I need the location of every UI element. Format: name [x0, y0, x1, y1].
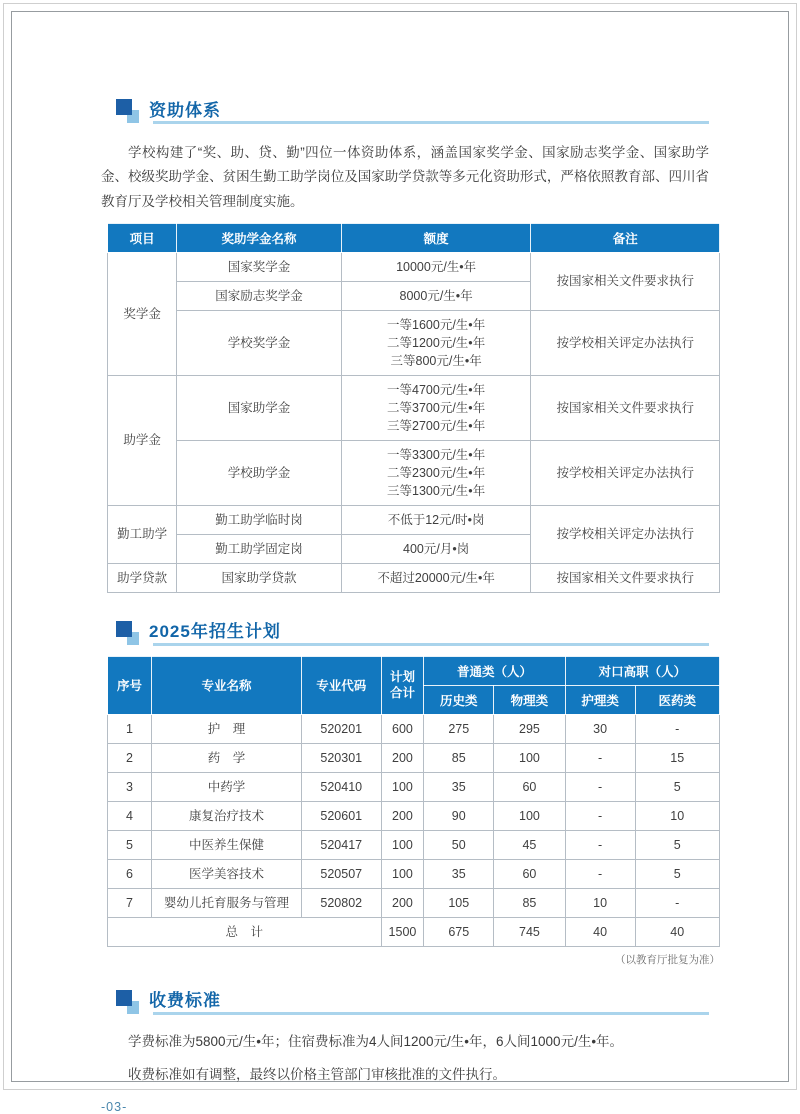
- aid-name-cell: 国家励志奖学金: [177, 281, 342, 310]
- funding-section-header: [116, 97, 709, 124]
- col-header-plan-total: [381, 656, 424, 714]
- plan-cell-major: 药 学: [152, 743, 302, 772]
- plan-cell-physics: 45: [494, 830, 566, 859]
- plan-cell-major: 婴幼儿托育服务与管理: [152, 888, 302, 917]
- plan-cell-total: 200: [381, 888, 424, 917]
- aid-amount-cell: 10000元/生•年: [341, 252, 531, 281]
- plan-cell-no: 7: [108, 888, 152, 917]
- section-enrollment-plan: [101, 619, 720, 967]
- col-header-general-group: 普通类（人）: [424, 656, 565, 685]
- aid-amount-cell: 不超过20000元/生•年: [341, 563, 531, 592]
- plan-cell-no: 4: [108, 801, 152, 830]
- plan-cell-history: 90: [424, 801, 494, 830]
- amount-line: 三等1300元/生•年: [387, 483, 486, 498]
- aid-row: [108, 440, 720, 505]
- aid-name-cell: 国家助学金: [177, 375, 342, 440]
- dark-square-icon: [116, 99, 132, 115]
- plan-cell-history: 50: [424, 830, 494, 859]
- aid-row: [108, 563, 720, 592]
- plan-total-physics: 745: [494, 917, 566, 946]
- amount-line: 一等4700元/生•年: [387, 382, 486, 397]
- plan-cell-major: 中医养生保健: [152, 830, 302, 859]
- aid-row: [108, 252, 720, 281]
- col-header-code: 专业代码: [302, 656, 382, 714]
- plan-header-row-1: [108, 656, 720, 685]
- plan-total-label: 总 计: [108, 917, 382, 946]
- plan-cell-nursing: -: [565, 801, 635, 830]
- plan-total-label-line1: 计划: [389, 670, 415, 685]
- plan-total-medicine: 40: [635, 917, 720, 946]
- aid-amount-cell: [341, 310, 531, 375]
- plan-cell-nursing: -: [565, 772, 635, 801]
- plan-section-title: 2025年招生计划: [149, 622, 281, 642]
- plan-cell-nursing: -: [565, 743, 635, 772]
- plan-cell-major: 护 理: [152, 714, 302, 743]
- plan-cell-major: 康复治疗技术: [152, 801, 302, 830]
- plan-cell-medicine: 5: [635, 830, 720, 859]
- plan-cell-code: 520507: [302, 859, 382, 888]
- plan-cell-no: 5: [108, 830, 152, 859]
- aid-name-cell: 学校助学金: [177, 440, 342, 505]
- aid-remark-cell: 按学校相关评定办法执行: [531, 310, 720, 375]
- plan-total-history: 675: [424, 917, 494, 946]
- plan-cell-medicine: -: [635, 888, 720, 917]
- aid-group-workstudy: 勤工助学: [108, 505, 177, 563]
- plan-cell-medicine: 5: [635, 859, 720, 888]
- section-marker-icon: [116, 988, 149, 1015]
- plan-cell-no: 1: [108, 714, 152, 743]
- section-marker-icon: [116, 97, 149, 124]
- plan-total-nursing: 40: [565, 917, 635, 946]
- aid-remark-cell: 按国家相关文件要求执行: [531, 563, 720, 592]
- aid-row: [108, 505, 720, 534]
- aid-name-cell: 勤工助学临时岗: [177, 505, 342, 534]
- plan-cell-medicine: -: [635, 714, 720, 743]
- plan-cell-code: 520301: [302, 743, 382, 772]
- plan-table-row: [108, 859, 720, 888]
- plan-cell-history: 275: [424, 714, 494, 743]
- col-header-no: 序号: [108, 656, 152, 714]
- plan-cell-nursing: 30: [565, 714, 635, 743]
- aid-name-cell: 学校奖学金: [177, 310, 342, 375]
- plan-footnote: （以教育厅批复为准）: [615, 953, 720, 966]
- aid-amount-cell: 400元/月•岗: [341, 534, 531, 563]
- aid-amount-cell: [341, 375, 531, 440]
- plan-cell-major: 中药学: [152, 772, 302, 801]
- aid-name-cell: 国家助学贷款: [177, 563, 342, 592]
- plan-cell-medicine: 15: [635, 743, 720, 772]
- plan-cell-code: 520410: [302, 772, 382, 801]
- col-header-physics: 物理类: [494, 685, 566, 714]
- plan-table-row: [108, 888, 720, 917]
- aid-remark-cell: 按国家相关文件要求执行: [531, 252, 720, 310]
- plan-cell-code: 520802: [302, 888, 382, 917]
- fees-line-tuition: 学费标准为5800元/生•年；住宿费标准为4人间1200元/生•年，6人间1000元/生•年。: [128, 1033, 624, 1049]
- plan-table-row: [108, 772, 720, 801]
- funding-intro-paragraph: 学校构建了“奖、助、贷、勤”四位一体资助体系，涵盖国家奖学金、国家励志奖学金、国家助学金、校级奖助学金、贫困生勤工助学岗位及国家助学贷款等多元化资助形式，严格依照教育部、四川省教育厅及学校相关管理制度实施。: [101, 145, 709, 209]
- aid-amount-cell: 8000元/生•年: [341, 281, 531, 310]
- plan-cell-total: 100: [381, 830, 424, 859]
- dark-square-icon: [116, 621, 132, 637]
- fees-line-adjustment: 收费标准如有调整，最终以价格主管部门审核批准的文件执行。: [128, 1067, 506, 1083]
- aid-remark-cell: 按学校相关评定办法执行: [531, 440, 720, 505]
- funding-section-title: 资助体系: [149, 100, 221, 120]
- aid-amount-cell: [341, 440, 531, 505]
- plan-cell-physics: 85: [494, 888, 566, 917]
- aid-group-loan: 助学贷款: [108, 563, 177, 592]
- aid-group-grant: 助学金: [108, 375, 177, 505]
- plan-total-label-line2: 合计: [389, 686, 415, 701]
- plan-cell-history: 35: [424, 859, 494, 888]
- aid-name-cell: 国家奖学金: [177, 252, 342, 281]
- section-fees: [101, 988, 709, 1086]
- plan-cell-code: 520201: [302, 714, 382, 743]
- plan-cell-history: 85: [424, 743, 494, 772]
- plan-cell-nursing: -: [565, 830, 635, 859]
- plan-cell-medicine: 5: [635, 772, 720, 801]
- aid-remark-cell: 按国家相关文件要求执行: [531, 375, 720, 440]
- aid-group-scholarship: 奖学金: [108, 252, 177, 375]
- amount-line: 二等2300元/生•年: [387, 465, 486, 480]
- plan-cell-total: 200: [381, 801, 424, 830]
- plan-table-row: [108, 801, 720, 830]
- plan-cell-total: 100: [381, 772, 424, 801]
- plan-table-row: [108, 743, 720, 772]
- col-header-medicine: 医药类: [635, 685, 720, 714]
- section-marker-icon: [116, 619, 149, 646]
- aid-row: [108, 310, 720, 375]
- plan-cell-physics: 100: [494, 743, 566, 772]
- plan-cell-physics: 295: [494, 714, 566, 743]
- col-header-remark: 备注: [531, 223, 720, 252]
- fees-section-title: 收费标准: [149, 991, 221, 1011]
- col-header-scholarship-name: 奖助学金名称: [177, 223, 342, 252]
- aid-amount-cell: 不低于12元/时•岗: [341, 505, 531, 534]
- plan-cell-total: 200: [381, 743, 424, 772]
- plan-table-row: [108, 714, 720, 743]
- amount-line: 三等800元/生•年: [390, 353, 482, 368]
- aid-table-header-row: [108, 223, 720, 252]
- plan-cell-physics: 100: [494, 801, 566, 830]
- plan-total-row: [108, 917, 720, 946]
- plan-table-row: [108, 830, 720, 859]
- plan-cell-total: 100: [381, 859, 424, 888]
- amount-line: 三等2700元/生•年: [387, 418, 486, 433]
- page-number: -03-: [101, 1100, 128, 1114]
- financial-aid-table: [107, 223, 720, 593]
- amount-line: 二等1200元/生•年: [387, 335, 486, 350]
- plan-cell-code: 520601: [302, 801, 382, 830]
- dark-square-icon: [116, 990, 132, 1006]
- fees-section-header: [116, 988, 709, 1015]
- amount-line: 二等3700元/生•年: [387, 400, 486, 415]
- col-header-item: 项目: [108, 223, 177, 252]
- amount-line: 一等1600元/生•年: [387, 317, 486, 332]
- section-funding: [101, 97, 709, 593]
- plan-total-plan: 1500: [381, 917, 424, 946]
- plan-section-header: [116, 619, 709, 646]
- plan-cell-nursing: -: [565, 859, 635, 888]
- col-header-nursing: 护理类: [565, 685, 635, 714]
- plan-cell-no: 3: [108, 772, 152, 801]
- aid-row: [108, 375, 720, 440]
- plan-cell-major: 医学美容技术: [152, 859, 302, 888]
- plan-cell-history: 105: [424, 888, 494, 917]
- amount-line: 一等3300元/生•年: [387, 447, 486, 462]
- col-header-amount: 额度: [341, 223, 531, 252]
- plan-cell-no: 6: [108, 859, 152, 888]
- enrollment-plan-table: [107, 656, 720, 947]
- plan-cell-physics: 60: [494, 859, 566, 888]
- plan-cell-medicine: 10: [635, 801, 720, 830]
- plan-cell-physics: 60: [494, 772, 566, 801]
- col-header-vocational-group: 对口高职（人）: [565, 656, 719, 685]
- plan-cell-total: 600: [381, 714, 424, 743]
- aid-remark-cell: 按学校相关评定办法执行: [531, 505, 720, 563]
- col-header-history: 历史类: [424, 685, 494, 714]
- col-header-major: 专业名称: [152, 656, 302, 714]
- plan-cell-nursing: 10: [565, 888, 635, 917]
- plan-cell-code: 520417: [302, 830, 382, 859]
- plan-cell-no: 2: [108, 743, 152, 772]
- plan-cell-history: 35: [424, 772, 494, 801]
- aid-name-cell: 勤工助学固定岗: [177, 534, 342, 563]
- page-content: [11, 11, 789, 1114]
